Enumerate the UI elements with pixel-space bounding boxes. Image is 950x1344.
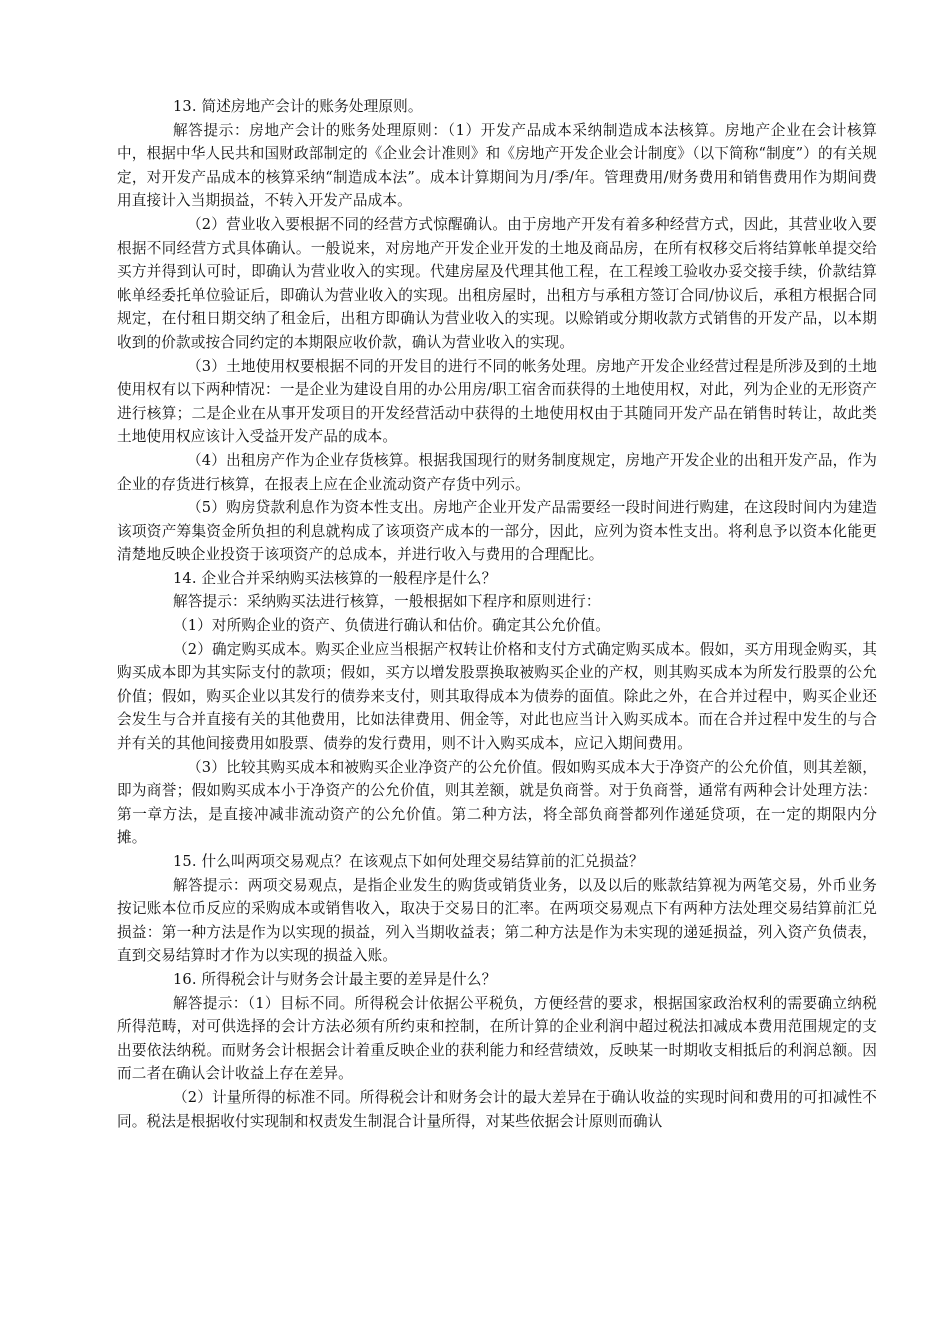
- answer-16-point-1: 解答提示：（1）目标不同。所得税会计依据公平税负，方便经营的要求，根据国家政治权利的需要确立纳税所得范畴，对可供选择的会计方法必须有所约束和控制，在所计算的企业利润中超过税法扣减成本费用范围规定的支出要依法纳税。而财务会计根据会计着重反映企业的获利能力和经营绩效，反映某一时期收支相抵后的利润总额。因而二者在确认会计收益上存在差异。: [117, 994, 877, 1083]
- answer-14-point-2: （2）确定购买成本。购买企业应当根据产权转让价格和支付方式确定购买成本。假如，买方用现金购买，其购买成本即为其实际支付的款项；假如，买方以增发股票换取被购买企业的产权，则其购买成本为所发行股票的公允价值；假如，购买企业以其发行的债券来支付，则其取得成本为债券的面值。除此之外，在合并过程中，购买企业还会发生与合并直接有关的其他费用，比如法律费用、佣金等，对此也应当计入购买成本。而在合并过程中发生的与合并有关的其他间接费用如股票、债券的发行费用，则不计入购买成本，应记入期间费用。: [117, 640, 877, 753]
- answer-14-point-3: （3）比较其购买成本和被购买企业净资产的公允价值。假如购买成本大于净资产的公允价值，则其差额，即为商誉；假如购买成本小于净资产的公允价值，则其差额，就是负商誉。对于负商誉，通常有两种会计处理方法：第一章方法，是直接冲减非流动资产的公允价值。第二种方法，将全部负商誉都列作递延贷项，在一定的期限内分摊。: [117, 758, 877, 847]
- answer-16-point-2: （2）计量所得的标准不同。所得税会计和财务会计的最大差异在于确认收益的实现时间和费用的可扣减性不同。税法是根据收付实现制和权责发生制混合计量所得，对某些依据会计原则而确认: [117, 1088, 877, 1130]
- answer-13-point-4: （4）出租房产作为企业存货核算。根据我国现行的财务制度规定，房地产开发企业的出租开发产品，作为企业的存货进行核算，在报表上应在企业流动资产存货中列示。: [117, 451, 877, 493]
- question-13-heading: 13. 简述房地产会计的账务处理原则。: [173, 98, 423, 115]
- question-14-heading: 14. 企业合并采纳购买法核算的一般程序是什么？: [173, 569, 497, 587]
- answer-13-point-2: （2）营业收入要根据不同的经营方式惊醒确认。由于房地产开发有着多种经营方式，因此，其营业收入要根据不同经营方式具体确认。一般说来，对房地产开发企业开发的土地及商品房，在所有权移交后将结算帐单提交给买方并得到认可时，即确认为营业收入的实现。代建房屋及代理其他工程，在工程竣工验收办妥交接手续，价款结算帐单经委托单位验证后，即确认为营业收入的实现。出租房屋时，出租方与承租方签订合同/协议后，承租方根据合同规定，在付租日期交纳了租金后，出租方即确认为营业收入的实现。以赊销或分期收款方式销售的开发产品，以本期收到的价款或按合同约定的本期限应收价款，确认为营业收入的实现。: [117, 215, 877, 351]
- answer-13-point-5: （5）购房贷款利息作为资本性支出。房地产企业开发产品需要经一段时间进行购建，在这段时间内为建造该项资产筹集资金所负担的利息就构成了该项资产成本的一部分，因此，应列为资本性支出。将利息予以资本化能更清楚地反映企业投资于该项资产的总成本，并进行收入与费用的合理配比。: [117, 499, 877, 564]
- question-16-heading: 16. 所得税会计与财务会计最主要的差异是什么？: [173, 970, 497, 988]
- answer-13-point-3: （3）土地使用权要根据不同的开发目的进行不同的帐务处理。房地产开发企业经营过程是所涉及到的土地使用权有以下两种情况：一是企业为建设自用的办公用房/职工宿舍而获得的土地使用权，对此，列为企业的无形资产进行核算；二是企业在从事开发项目的开发经营活动中获得的土地使用权由于其随同开发产品在销售时转让，故此类土地使用权应该计入受益开发产品的成本。: [117, 357, 877, 446]
- document-page: [117, 95, 877, 1133]
- answer-13-intro: 解答提示：房地产会计的账务处理原则：（1）开发产品成本采纳制造成本法核算。房地产企业在会计核算中，根据中华人民共和国财政部制定的《企业会计准则》和《房地产开发企业会计制度》（以下简称“制度”）的有关规定，对开发产品成本的核算采纳“制造成本法”。成本计算期间为月/季/年。管理费用/财务费用和销售费用作为期间费用直接计入当期损益，不转入开发产品成本。: [117, 121, 877, 210]
- question-15-heading: 15. 什么叫两项交易观点？在该观点下如何处理交易结算前的汇兑损益？: [173, 853, 644, 870]
- answer-15: 解答提示：两项交易观点，是指企业发生的购货或销货业务，以及以后的账款结算视为两笔交易，外币业务按记账本位币反应的采购成本或销售收入，取决于交易日的汇率。在两项交易观点下有两种方法处理交易结算前汇兑损益：第一种方法是作为以实现的损益，列入当期收益表；第二种方法是作为未实现的递延损益，列入资产负债表，直到交易结算时才作为以实现的损益入账。: [117, 876, 877, 965]
- answer-14-point-1: （1）对所购企业的资产、负债进行确认和估价。确定其公允价值。: [173, 617, 611, 635]
- answer-14-intro: 解答提示：采纳购买法进行核算，一般根据如下程序和原则进行：: [173, 593, 601, 611]
